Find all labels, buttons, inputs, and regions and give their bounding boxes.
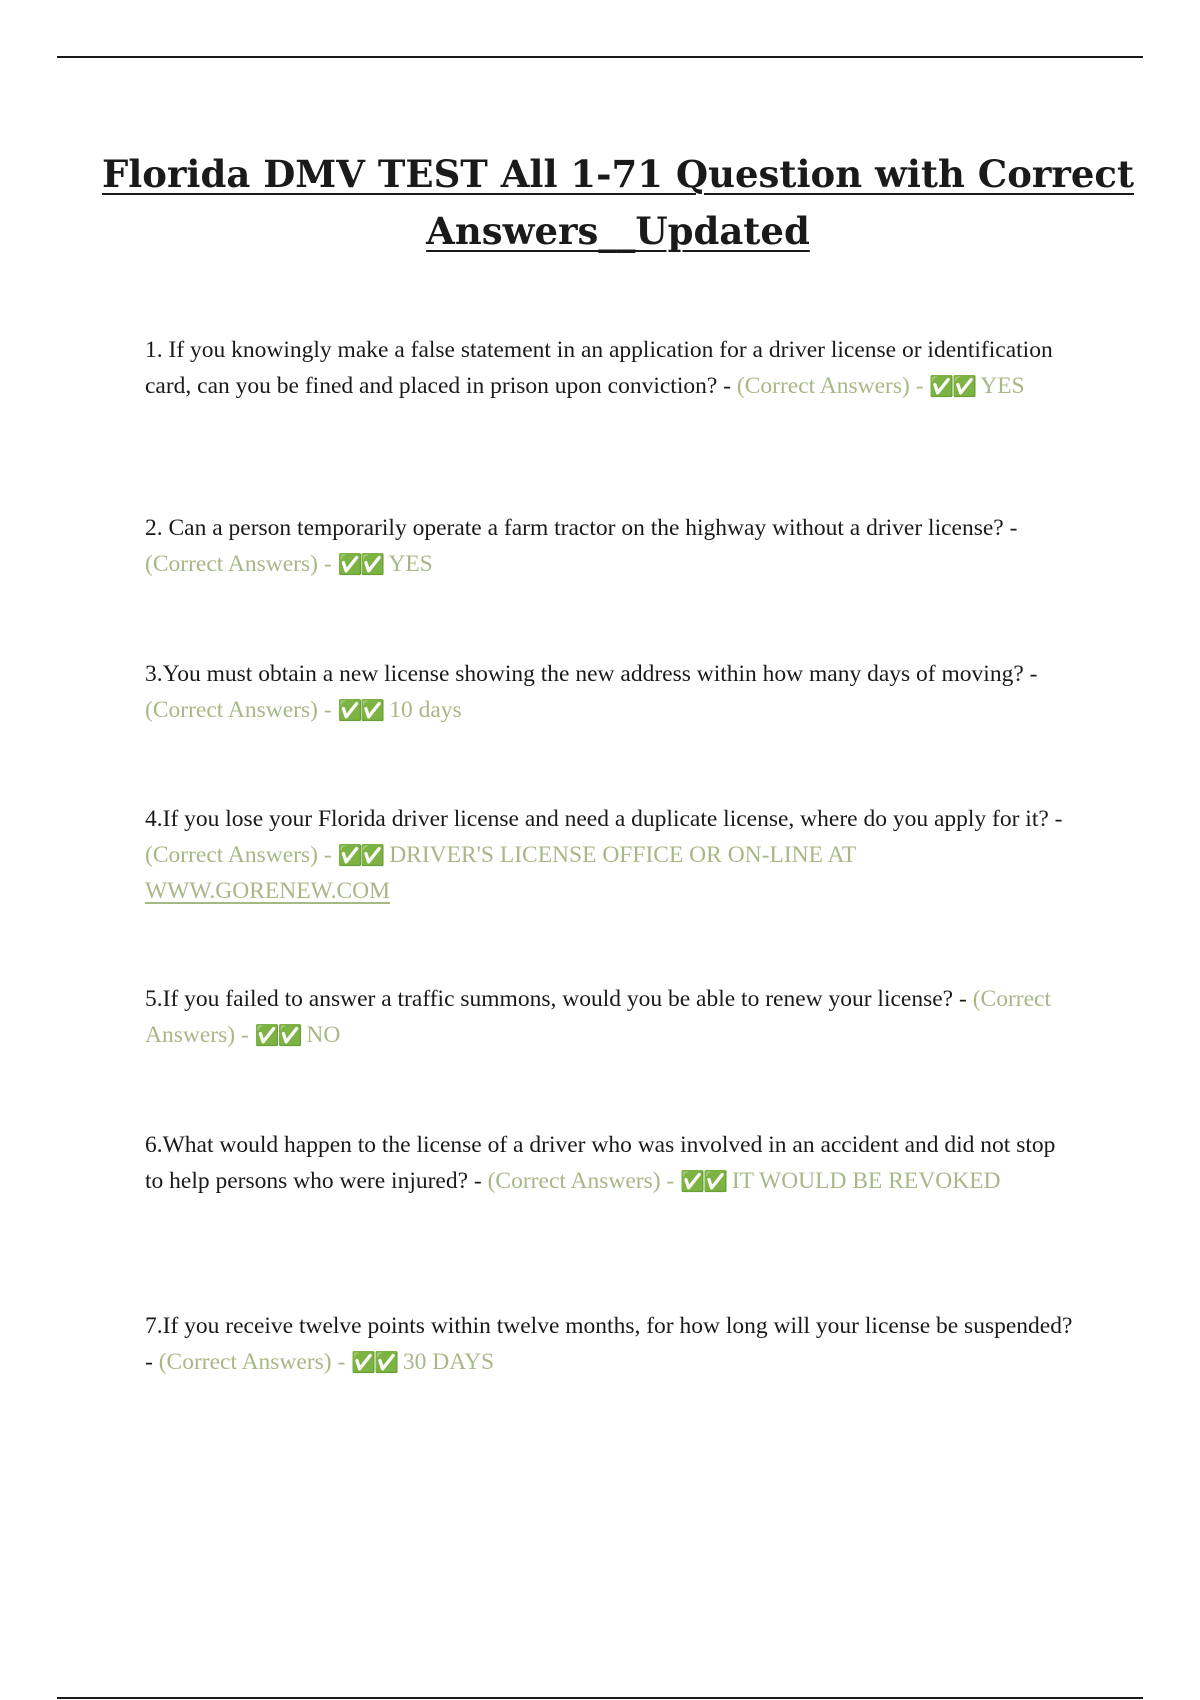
question-item-2 [145,510,1075,582]
top-rule [57,56,1143,58]
answer-tag: (Correct Answers) [487,1168,661,1194]
answer-separator: - [323,551,332,577]
answer-tag: (Correct Answers) [145,842,318,868]
answer-separator: - [323,842,332,868]
answer-tag: (Correct Answers) [145,551,318,577]
question-item-7 [145,1308,1075,1380]
gorenew-link[interactable]: WWW.GORENEW.COM [145,878,390,904]
answer-text: IT WOULD BE REVOKED [731,1168,1001,1194]
question-item-6 [145,1127,1075,1199]
document-title: Florida DMV TEST All 1-71 Question with Correct Answers__Updated [101,152,1135,253]
bottom-rule [57,1697,1143,1699]
question-text: 1. If you knowingly make a false statement in an application for a driver license or identification card, can you be fined and placed in prison upon conviction? - [145,337,1053,399]
question-item-5 [145,981,1075,1053]
question-text: 3.You must obtain a new license showing the new address within how many days of moving? - [145,661,1038,687]
answer-text: 10 days [389,697,462,723]
question-item-1 [145,332,1075,404]
double-check-icon: ✅✅ [337,843,384,867]
answer-text: 30 DAYS [402,1349,495,1375]
answer-tag: (Correct Answers) [145,986,1051,1048]
answer-separator: - [915,373,924,399]
question-item-4 [145,801,1075,909]
answer-text: YES [980,373,1025,399]
answer-separator: - [337,1349,346,1375]
question-text: 6.What would happen to the license of a driver who was involved in an accident and did not stop to help persons who were injured? - [145,1132,1056,1194]
question-text: 4.If you lose your Florida driver license and need a duplicate license, where do you apply for it? - [145,806,1063,832]
answer-separator: - [323,697,332,723]
double-check-icon: ✅✅ [254,1023,301,1047]
double-check-icon: ✅✅ [337,698,384,722]
answer-tag: (Correct Answers) [158,1349,332,1375]
answer-separator: - [666,1168,675,1194]
question-item-3 [145,656,1075,728]
answer-text: DRIVER'S LICENSE OFFICE OR ON-LINE AT [389,842,856,868]
question-text: 5.If you failed to answer a traffic summons, would you be able to renew your license? - [145,986,967,1012]
answer-text: NO [306,1022,341,1048]
question-text: 2. Can a person temporarily operate a farm tractor on the highway without a driver license? - [145,515,1018,541]
answer-separator: - [240,1022,249,1048]
double-check-icon: ✅✅ [680,1169,726,1193]
double-check-icon: ✅✅ [351,1350,398,1374]
double-check-icon: ✅✅ [929,374,976,398]
question-text: 7.If you receive twelve points within twelve months, for how long will your license be suspended? - [145,1313,1073,1375]
answer-text: YES [388,551,433,577]
double-check-icon: ✅✅ [337,552,384,576]
answer-tag: (Correct Answers) [736,373,910,399]
answer-tag: (Correct Answers) [145,697,318,723]
